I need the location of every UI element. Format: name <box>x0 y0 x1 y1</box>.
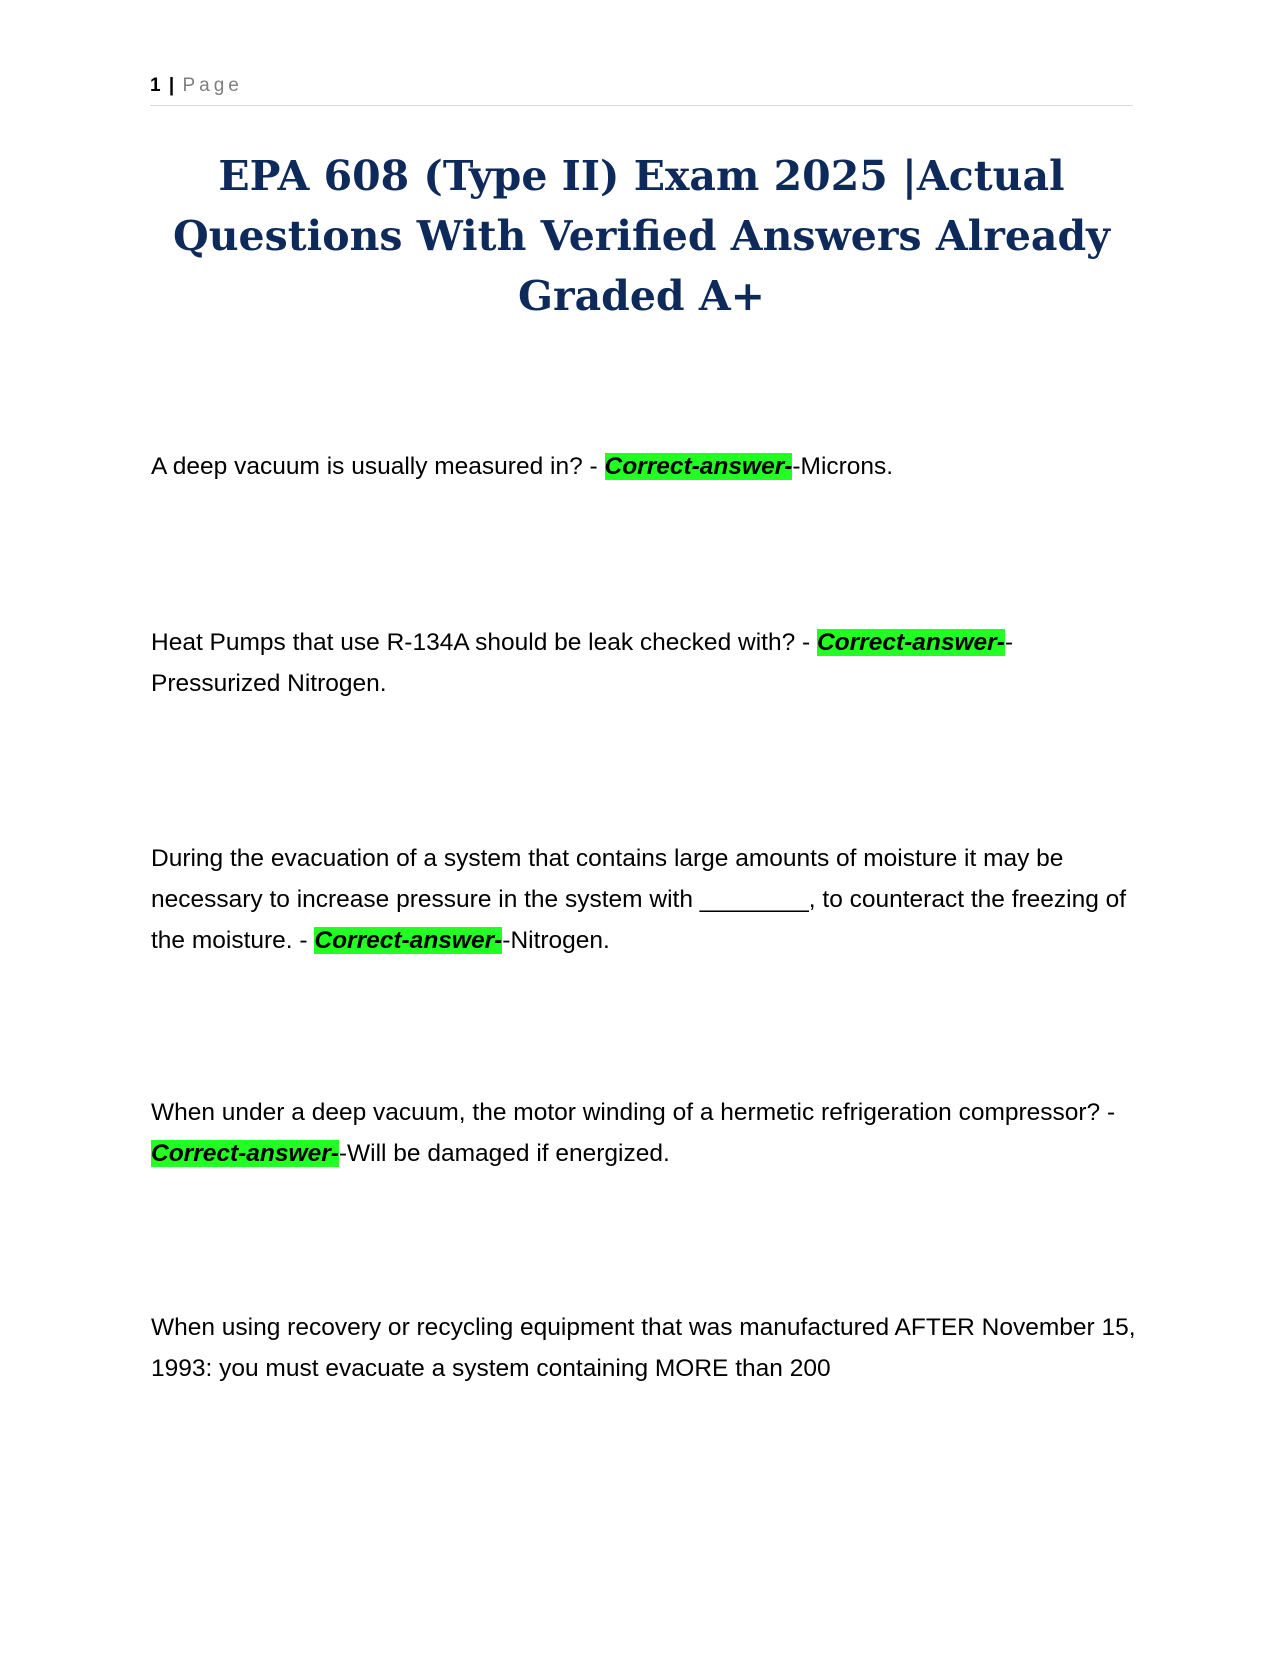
question-text: Heat Pumps that use R-134A should be leak checked with? - <box>151 629 817 656</box>
page-number: 1 <box>150 75 161 96</box>
correct-answer-marker: Correct-answer- <box>151 1140 339 1167</box>
answer-text: -Pressurized Nitrogen. <box>151 629 1014 697</box>
answer-text: -Nitrogen. <box>502 927 610 954</box>
correct-answer-marker: Correct-answer- <box>314 927 503 954</box>
qa-item-3 <box>151 838 1136 961</box>
document-title: EPA 608 (Type II) Exam 2025 |Actual Questions With Verified Answers Already Graded A+ <box>173 152 1110 320</box>
correct-answer-marker: Correct-answer- <box>604 453 793 480</box>
question-text: When under a deep vacuum, the motor winding of a hermetic refrigeration compressor? - <box>151 1099 1116 1126</box>
page-label: Page <box>182 75 243 96</box>
page-header <box>150 74 1133 106</box>
answer-text: -Will be damaged if energized. <box>338 1140 670 1167</box>
qa-item-5 <box>151 1307 1136 1389</box>
correct-answer-marker: Correct-answer- <box>816 629 1005 656</box>
qa-item-1 <box>151 446 1136 487</box>
page-separator: | <box>168 75 175 96</box>
question-text: During the evacuation of a system that contains large amounts of moisture it may be necessary to increase pressure in the system with ________, to counteract the freezing of the moisture. - <box>151 845 1127 954</box>
qa-item-2 <box>151 622 1136 704</box>
question-text: A deep vacuum is usually measured in? - <box>151 453 605 480</box>
question-text: When using recovery or recycling equipment that was manufactured AFTER November 15, 1993: you must evacuate a system containing MORE than 200 <box>151 1314 1136 1382</box>
qa-item-4 <box>151 1092 1136 1174</box>
answer-text: -Microns. <box>792 453 894 480</box>
